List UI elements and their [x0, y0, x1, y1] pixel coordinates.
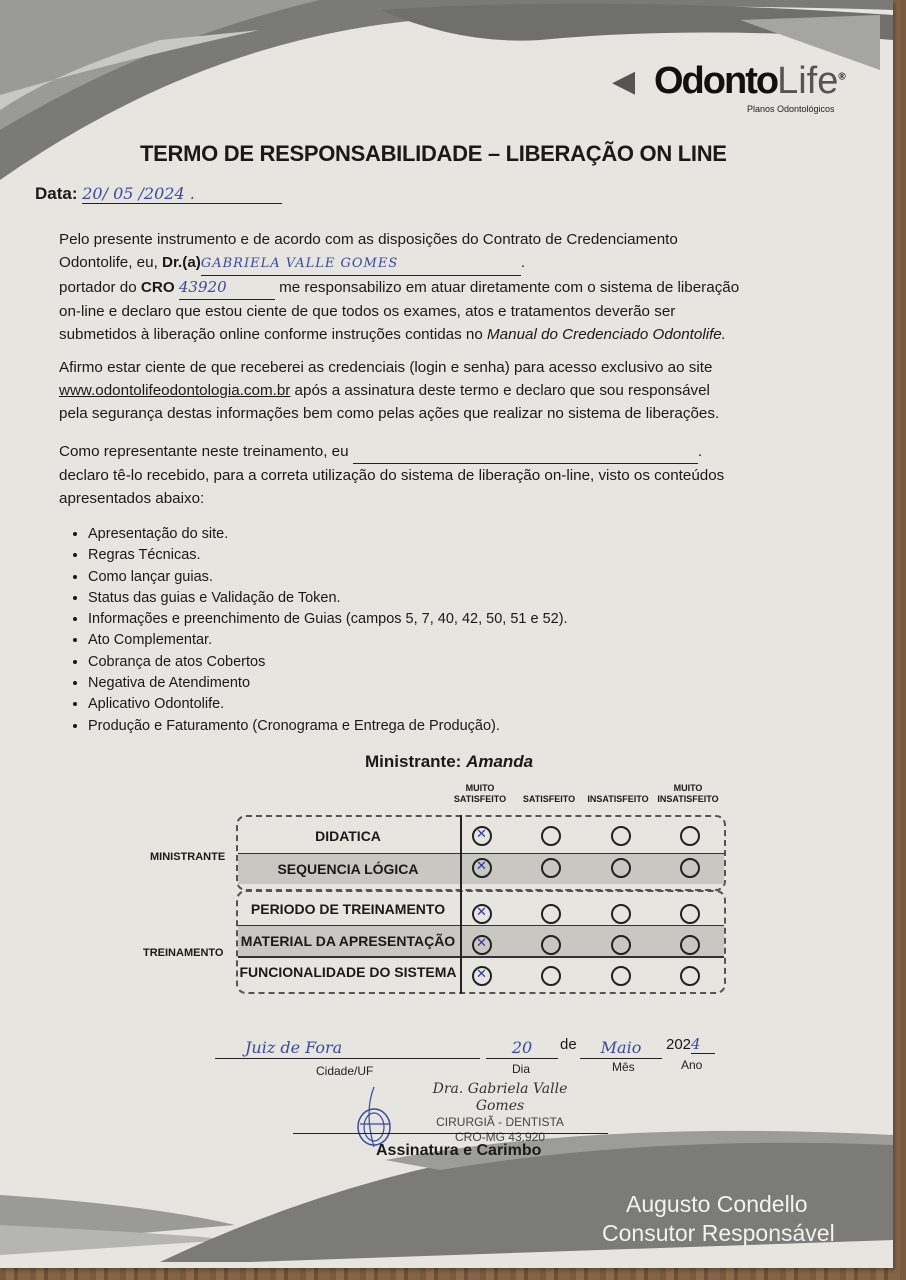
survey-row: SEQUENCIA LÓGICA [238, 854, 724, 884]
column-header: MUITO INSATISFEITO [657, 783, 719, 804]
brand-name: OdontoLife® [654, 60, 844, 102]
de-label: de [560, 1036, 577, 1053]
signature-label: Assinatura e Carimbo [376, 1142, 542, 1159]
tooth-logo-icon: ◀ [612, 65, 636, 98]
group-label-treinamento: TREINAMENTO [143, 947, 224, 959]
odontolife-logo [612, 58, 842, 118]
rating-radio[interactable] [680, 904, 700, 924]
list-item: • Regras Técnicas. [88, 545, 568, 566]
website-link[interactable]: www.odontolifeodontologia.com.br [59, 382, 291, 399]
rating-radio[interactable] [472, 858, 492, 878]
day-label: Dia [512, 1062, 531, 1076]
year-label: Ano [681, 1058, 703, 1072]
month-label: Mês [612, 1060, 635, 1074]
list-item: • Status das guias e Validação de Token. [88, 588, 568, 609]
rating-radio[interactable] [541, 826, 561, 846]
rating-radio[interactable] [680, 826, 700, 846]
day-field[interactable]: 20 [486, 1038, 558, 1059]
rating-radio[interactable] [541, 935, 561, 955]
column-header: SATISFEITO [522, 794, 576, 804]
footer-consultant: Augusto Condello Consutor Responsável [602, 1191, 835, 1246]
cro-field[interactable]: 43920 [179, 276, 275, 300]
rating-radio[interactable] [611, 935, 631, 955]
rating-radio[interactable] [611, 826, 631, 846]
city-label: Cidade/UF [316, 1064, 374, 1078]
list-item: • Cobrança de atos Cobertos [88, 652, 568, 673]
topics-list [60, 524, 568, 737]
brand-tagline: Planos Odontológicos [747, 104, 835, 114]
date-field: Data: 20/ 05 /2024 . [35, 184, 282, 204]
city-field[interactable]: Juiz de Fora [215, 1038, 480, 1059]
rating-radio[interactable] [611, 858, 631, 878]
survey-title: Ministrante: Amanda [365, 752, 534, 771]
list-item: • Negativa de Atendimento [88, 673, 568, 694]
column-header: INSATISFEITO [587, 794, 649, 804]
date-value[interactable]: 20/ 05 /2024 . [82, 184, 282, 204]
rating-radio[interactable] [611, 966, 631, 986]
survey-row: PERIODO DE TREINAMENTO [250, 901, 446, 917]
column-header: MUITO SATISFEITO [453, 783, 507, 804]
representative-field[interactable] [353, 440, 698, 464]
paragraph-1: Pelo presente instrumento e de acordo com as disposições do Contrato de Credenciamento Odontolife, eu, Dr.(a)GABRIELA VALLE GOMES . portador do CRO 43920 me responsabilizo em atuar diretamente com o sistema de liberação on-line e declaro que estou ciente de que todos os exames, atos e tratamentos deverão ser submetidos à liberação online conforme instruções contidas no Manual do Credenciado Odontolife. [59, 231, 740, 343]
survey-row: MATERIAL DA APRESENTAÇÃO [238, 926, 724, 956]
list-item: • Apresentação do site. [88, 524, 568, 545]
dr-name-field[interactable]: GABRIELA VALLE GOMES [201, 252, 521, 276]
professional-stamp: Dra. Gabriela Valle Gomes CIRURGIÃ - DENTISTA CRO-MG 43.920 [432, 1081, 568, 1144]
signature-line[interactable] [293, 1133, 608, 1134]
list-item: • Informações e preenchimento de Guias (campos 5, 7, 40, 42, 50, 51 e 52). [88, 609, 568, 630]
rating-radio[interactable] [541, 858, 561, 878]
rating-radio[interactable] [541, 904, 561, 924]
year-field[interactable]: 2024 [666, 1035, 715, 1054]
rating-radio[interactable] [541, 966, 561, 986]
list-item: • Como lançar guias. [88, 567, 568, 588]
paragraph-2: Afirmo estar ciente de que receberei as credenciais (login e senha) para acesso exclusivo ao site www.odontolifeodontologia.com.br após a assinatura deste termo e declaro que sou responsável pela segurança destas informações bem como pelas ações que realizar no sistema de liberações. [59, 359, 720, 422]
rating-radio[interactable] [680, 858, 700, 878]
survey-row: FUNCIONALIDADE DO SISTEMA [239, 964, 457, 980]
list-item: • Aplicativo Odontolife. [88, 694, 568, 715]
survey-row: DIDATICA [315, 828, 381, 844]
list-item: • Ato Complementar. [88, 630, 568, 651]
rating-radio[interactable] [472, 904, 492, 924]
rating-radio[interactable] [611, 904, 631, 924]
list-item: • Produção e Faturamento (Cronograma e Entrega de Produção). [88, 716, 568, 737]
rating-radio[interactable] [680, 935, 700, 955]
rating-radio[interactable] [680, 966, 700, 986]
paragraph-3: Como representante neste treinamento, eu . declaro tê-lo recebido, para a correta utilização do sistema de liberação on-line, visto os conteúdos apresentados abaixo: [59, 440, 819, 510]
rating-radio[interactable] [472, 966, 492, 986]
group-label-ministrante: MINISTRANTE [150, 851, 226, 863]
rating-radio[interactable] [472, 935, 492, 955]
rating-radio[interactable] [472, 826, 492, 846]
document-title: TERMO DE RESPONSABILIDADE – LIBERAÇÃO ON LINE [140, 141, 727, 166]
month-field[interactable]: Maio [580, 1038, 662, 1059]
